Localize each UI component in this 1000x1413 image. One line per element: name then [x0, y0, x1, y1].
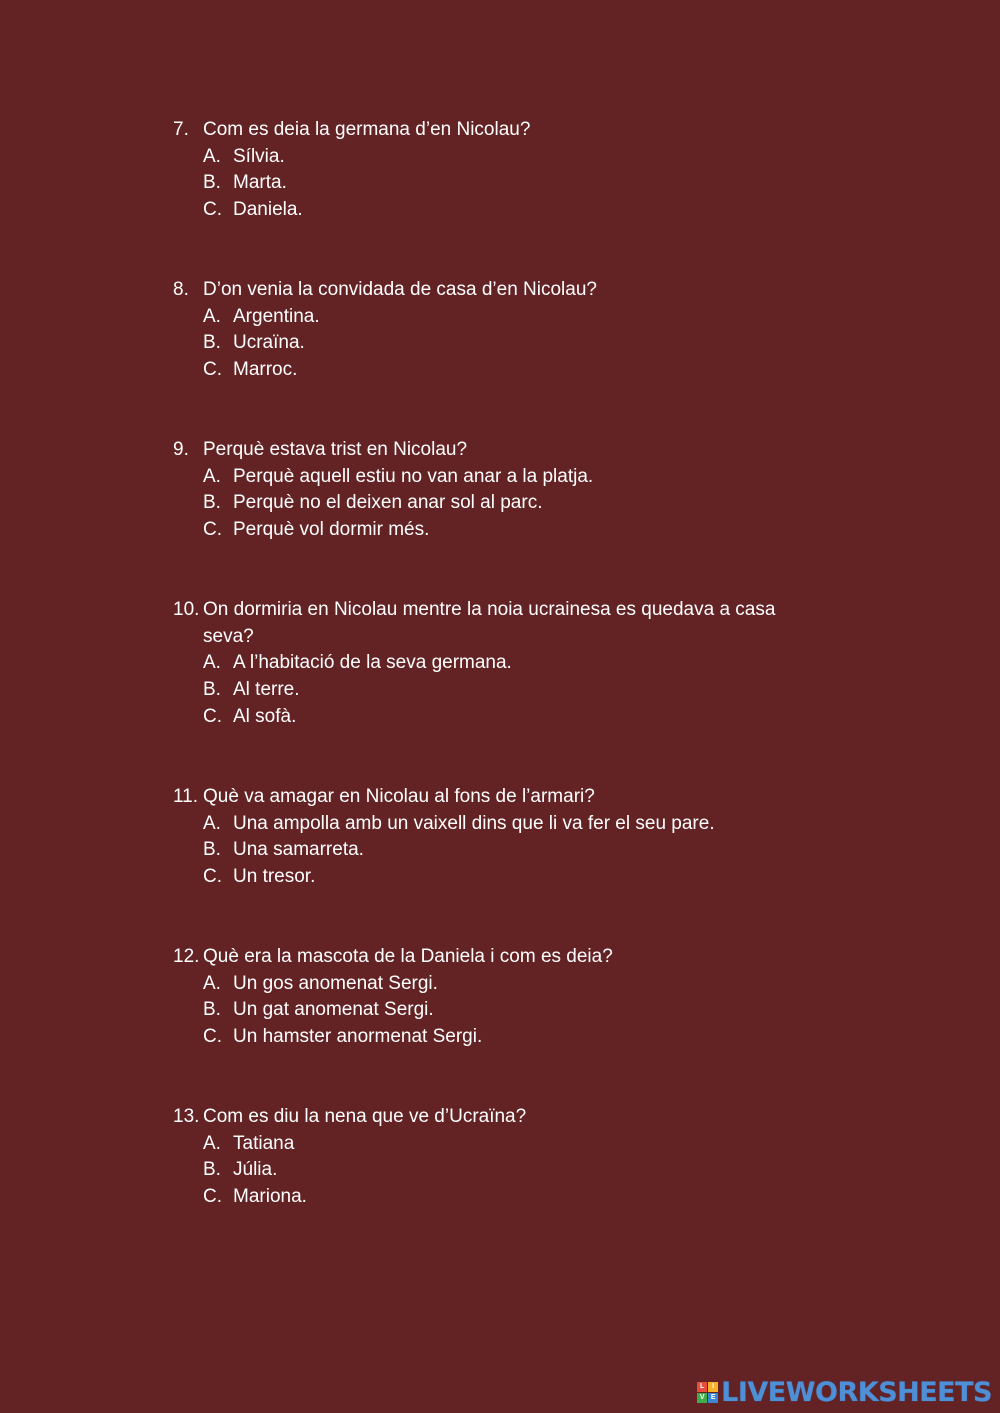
question-header [173, 437, 833, 464]
option-text: Daniela. [233, 199, 303, 221]
option-letter: B. [203, 999, 221, 1021]
option-text: Una ampolla amb un vaixell dins que li va fer el seu pare. [233, 812, 715, 834]
option-letter: B. [203, 492, 221, 514]
option-text: Ucraïna. [233, 332, 305, 354]
question-number: 7. [173, 119, 189, 140]
option-text: Una samarreta. [233, 839, 364, 861]
question-header [173, 117, 833, 144]
liveworksheets-logo [697, 1377, 992, 1407]
logo-tile: V [697, 1393, 707, 1403]
option-b[interactable] [203, 330, 833, 357]
question-8 [173, 277, 833, 384]
option-text: Un gos anomenat Sergi. [233, 972, 438, 994]
option-text: Marta. [233, 172, 287, 194]
option-text: Perquè no el deixen anar sol al parc. [233, 492, 543, 514]
logo-wordmark: LIVEWORKSHEETS [721, 1376, 992, 1408]
question-13 [173, 1104, 833, 1211]
options-list [173, 144, 833, 224]
option-letter: C. [203, 705, 222, 727]
question-number: 11. [173, 786, 199, 807]
option-c[interactable] [203, 1024, 833, 1051]
question-10 [173, 597, 833, 731]
question-number: 12. [173, 946, 200, 967]
option-c[interactable] [203, 1184, 833, 1211]
option-text: Al sofà. [233, 705, 297, 727]
option-c[interactable] [203, 517, 833, 544]
question-text: Com es diu la nena que ve d’Ucraïna? [203, 1106, 527, 1127]
option-letter: A. [203, 1132, 221, 1154]
option-c[interactable] [203, 357, 833, 384]
option-a[interactable] [203, 304, 833, 331]
option-letter: C. [203, 866, 222, 888]
question-text: D’on venia la convidada de casa d’en Nicolau? [203, 279, 597, 300]
question-text: On dormiria en Nicolau mentre la noia ucrainesa es quedava a casa seva? [203, 599, 776, 647]
option-a[interactable] [203, 144, 833, 171]
question-text: Perquè estava trist en Nicolau? [203, 439, 468, 460]
option-text: Argentina. [233, 305, 320, 327]
question-12 [173, 944, 833, 1051]
option-letter: B. [203, 1159, 221, 1181]
question-9 [173, 437, 833, 544]
options-list [173, 1131, 833, 1211]
option-letter: C. [203, 199, 222, 221]
logo-tile: I [708, 1382, 718, 1392]
option-text: Sílvia. [233, 145, 285, 167]
option-letter: A. [203, 652, 221, 674]
option-text: Un gat anomenat Sergi. [233, 999, 434, 1021]
option-b[interactable] [203, 677, 833, 704]
option-b[interactable] [203, 170, 833, 197]
option-c[interactable] [203, 704, 833, 731]
option-letter: B. [203, 679, 221, 701]
option-text: Perquè vol dormir més. [233, 519, 430, 541]
option-text: Un tresor. [233, 866, 316, 888]
question-7 [173, 117, 833, 224]
option-a[interactable] [203, 650, 833, 677]
logo-tile: E [708, 1393, 718, 1403]
question-text: Què era la mascota de la Daniela i com es deia? [203, 946, 613, 967]
option-text: Mariona. [233, 1186, 307, 1208]
question-number: 9. [173, 439, 189, 460]
option-text: A l’habitació de la seva germana. [233, 652, 512, 674]
option-letter: B. [203, 332, 221, 354]
question-text: Com es deia la germana d’en Nicolau? [203, 119, 531, 140]
option-letter: B. [203, 839, 221, 861]
options-list [173, 811, 833, 891]
option-c[interactable] [203, 864, 833, 891]
option-b[interactable] [203, 837, 833, 864]
question-number: 10. [173, 599, 200, 620]
options-list [173, 304, 833, 384]
option-letter: B. [203, 172, 221, 194]
option-letter: A. [203, 465, 221, 487]
option-text: Tatiana [233, 1132, 295, 1154]
option-letter: C. [203, 1026, 222, 1048]
option-letter: C. [203, 1186, 222, 1208]
question-number: 8. [173, 279, 189, 300]
option-letter: C. [203, 359, 222, 381]
options-list [173, 650, 833, 730]
option-a[interactable] [203, 811, 833, 838]
option-a[interactable] [203, 464, 833, 491]
logo-tile: L [697, 1382, 707, 1392]
option-text: Júlia. [233, 1159, 278, 1181]
option-letter: A. [203, 145, 221, 167]
option-b[interactable] [203, 997, 833, 1024]
option-c[interactable] [203, 197, 833, 224]
question-header [173, 784, 833, 811]
question-11 [173, 784, 833, 891]
question-header [173, 277, 833, 304]
options-list [173, 464, 833, 544]
option-a[interactable] [203, 1131, 833, 1158]
option-text: Marroc. [233, 359, 298, 381]
option-text: Al terre. [233, 679, 300, 701]
option-text: Perquè aquell estiu no van anar a la platja. [233, 465, 594, 487]
liveworksheets-icon [697, 1382, 718, 1403]
option-letter: A. [203, 812, 221, 834]
question-number: 13. [173, 1106, 200, 1127]
question-header [173, 1104, 833, 1131]
question-header [173, 597, 833, 650]
option-letter: A. [203, 972, 221, 994]
option-letter: A. [203, 305, 221, 327]
option-letter: C. [203, 519, 222, 541]
option-a[interactable] [203, 971, 833, 998]
option-b[interactable] [203, 1157, 833, 1184]
question-text: Què va amagar en Nicolau al fons de l’armari? [203, 786, 595, 807]
options-list [173, 971, 833, 1051]
question-header [173, 944, 833, 971]
option-b[interactable] [203, 490, 833, 517]
option-text: Un hamster anormenat Sergi. [233, 1026, 483, 1048]
